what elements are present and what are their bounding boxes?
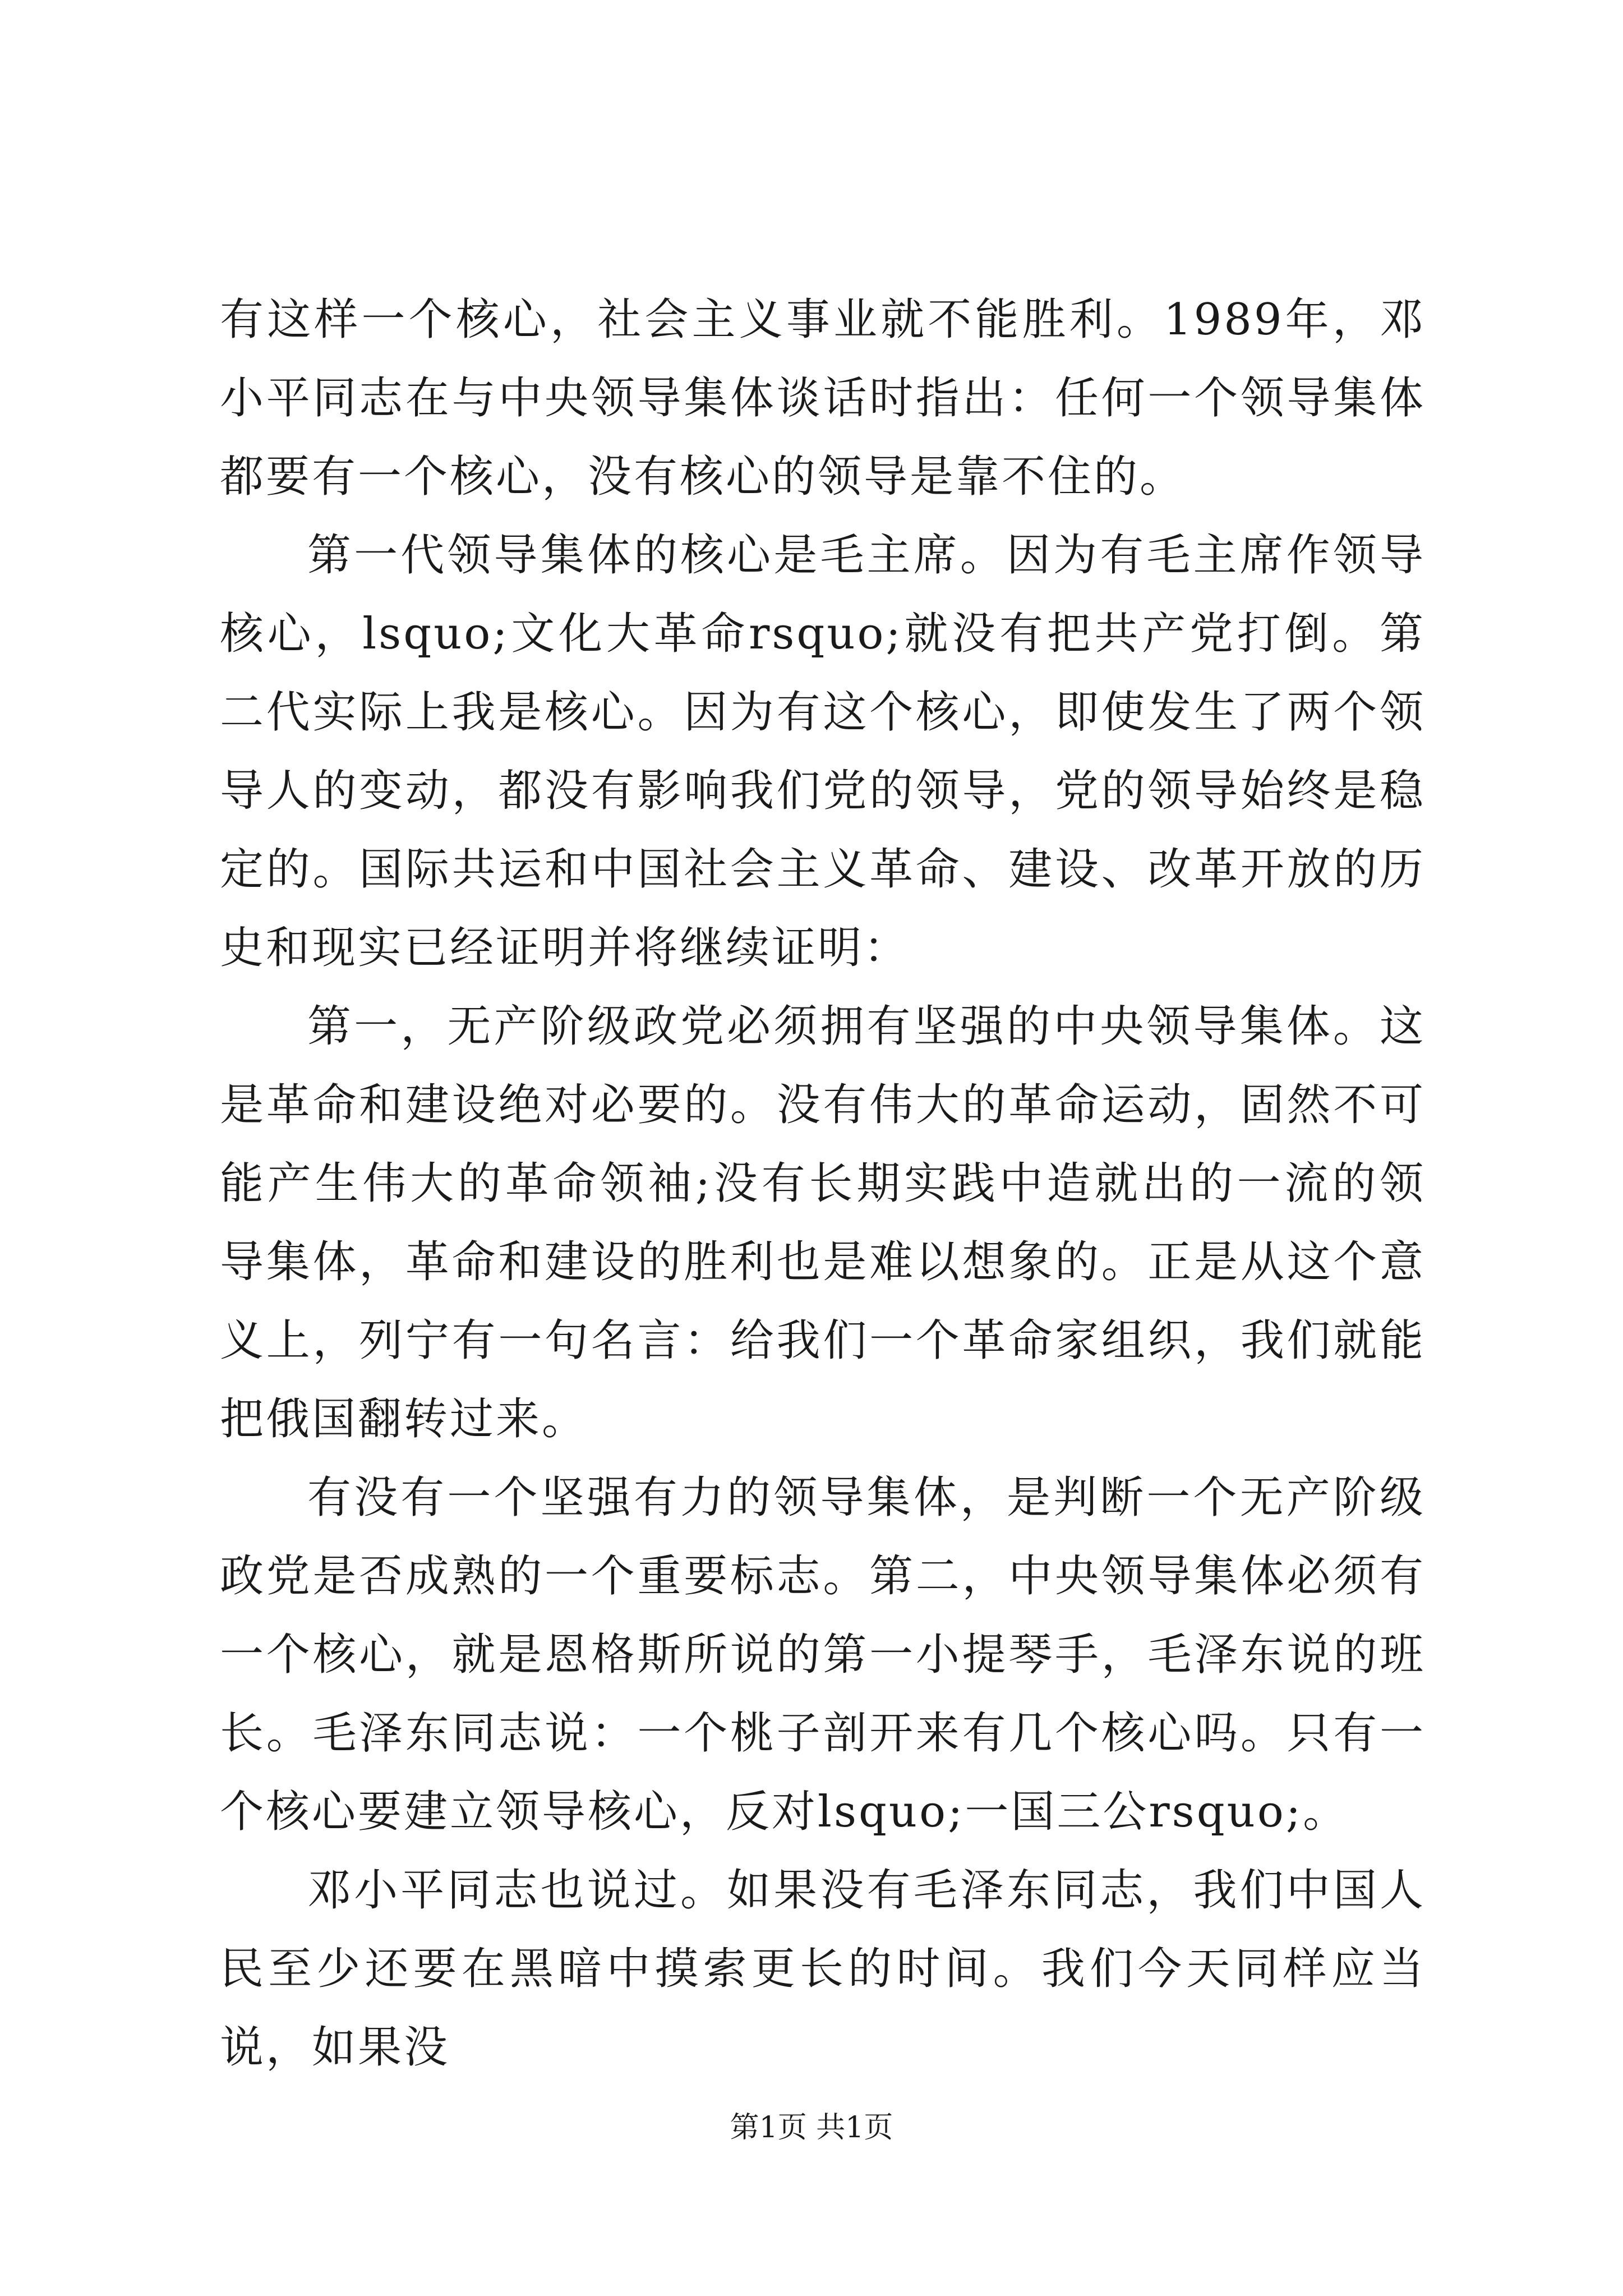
document-body — [220, 280, 1426, 2087]
paragraph-2: 第一代领导集体的核心是毛主席。因为有毛主席作领导核心，lsquo;文化大革命rsquo;就没有把共产党打倒。第二代实际上我是核心。因为有这个核心，即使发生了两个领导人的变动，都没有影响我们党的领导，党的领导始终是稳定的。国际共运和中国社会主义革命、建设、改革开放的历史和现实已经证明并将继续证明： — [220, 530, 1426, 973]
page-footer: 第1页 共1页 — [730, 2111, 893, 2145]
paragraph-5: 邓小平同志也说过。如果没有毛泽东同志，我们中国人民至少还要在黑暗中摸索更长的时间。我们今天同样应当说，如果没 — [220, 1865, 1426, 2073]
paragraph-4: 有没有一个坚强有力的领导集体，是判断一个无产阶级政党是否成熟的一个重要标志。第二，中央领导集体必须有一个核心，就是恩格斯所说的第一小提琴手，毛泽东说的班长。毛泽东同志说：一个桃子剖开来有几个核心吗。只有一个核心要建立领导核心，反对lsquo;一国三公rsquo;。 — [220, 1473, 1426, 1837]
paragraph-3: 第一，无产阶级政党必须拥有坚强的中央领导集体。这是革命和建设绝对必要的。没有伟大的革命运动，固然不可能产生伟大的革命领袖;没有长期实践中造就出的一流的领导集体，革命和建设的胜利也是难以想象的。正是从这个意义上，列宁有一句名言：给我们一个革命家组织，我们就能把俄国翻转过来。 — [220, 1001, 1426, 1444]
paragraph-1: 有这样一个核心，社会主义事业就不能胜利。1989年，邓小平同志在与中央领导集体谈话时指出：任何一个领导集体都要有一个核心，没有核心的领导是靠不住的。 — [220, 295, 1426, 502]
